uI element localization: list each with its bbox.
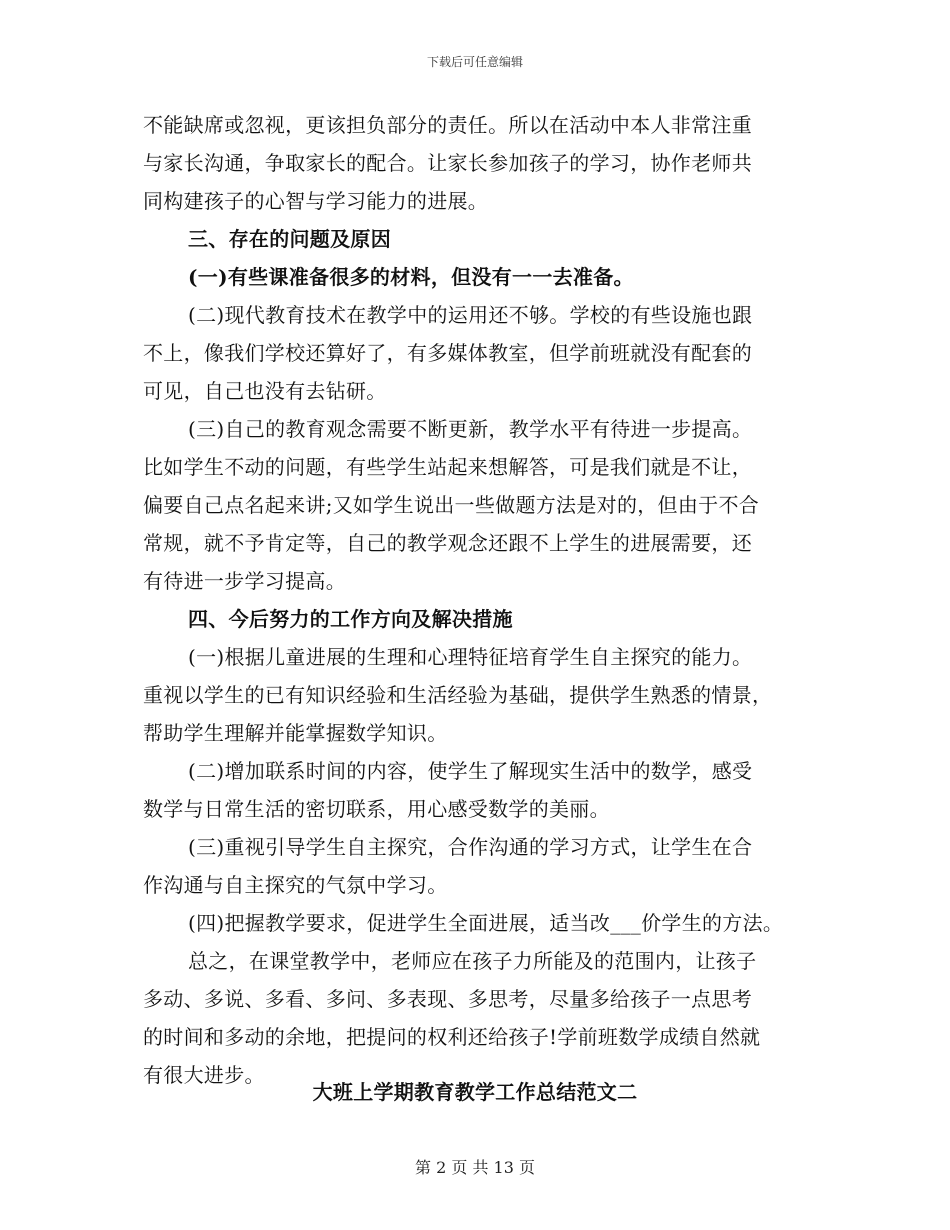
text-line: 总之，在课堂教学中，老师应在孩子力所能及的范围内，让孩子 [188, 949, 757, 973]
page-header-note: 下载后可任意编辑 [426, 55, 523, 69]
text-line: (二)现代教育技术在教学中的运用还不够。学校的有些设施也跟 [188, 303, 753, 327]
text-line: (三)自己的教育观念需要不断更新，教学水平有待进一步提高。 [188, 417, 753, 441]
text-line: 不能缺席或忽视，更该担负部分的责任。所以在活动中本人非常注重 [143, 113, 752, 137]
document-body [143, 106, 833, 1094]
text-line: 的时间和多动的余地，把提问的权利还给孩子!学前班数学成绩自然就 [143, 1025, 761, 1049]
text-line: 帮助学生理解并能掌握数学知识。 [143, 721, 448, 745]
text-line: (四)把握教学要求，促进学生全面进展，适当改___价学生的方法。 [188, 911, 784, 935]
text-line: 多动、多说、多看、多问、多表现、多思考，尽量多给孩子一点思考 [143, 987, 752, 1011]
text-line: 有很大进步。 [143, 1063, 265, 1087]
text-line: 常规，就不予肯定等，自己的教学观念还跟不上学生的进展需要，还 [143, 531, 752, 555]
text-line: 有待进一步学习提高。 [143, 569, 346, 593]
text-line: 偏要自己点名起来讲;又如学生说出一些做题方法是对的，但由于不合 [143, 493, 760, 517]
text-line: 同构建孩子的心智与学习能力的进展。 [143, 189, 489, 213]
section-heading: 四、今后努力的工作方向及解决措施 [188, 607, 513, 631]
text-line: 作沟通与自主探究的气氛中学习。 [143, 873, 448, 897]
document-title: 大班上学期教育教学工作总结范文二 [312, 1080, 638, 1104]
text-line: (三)重视引导学生自主探究，合作沟通的学习方式，让学生在合 [188, 835, 753, 859]
page-number: 第 2 页 共 13 页 [415, 1158, 535, 1177]
text-line: 可见，自己也没有去钻研。 [143, 379, 387, 403]
text-line: 不上，像我们学校还算好了，有多媒体教室，但学前班就没有配套的 [143, 341, 752, 365]
text-line: 与家长沟通，争取家长的配合。让家长参加孩子的学习，协作老师共 [143, 151, 752, 175]
bold-item: (一)有些课准备很多的材料，但没有一一去准备。 [188, 265, 634, 289]
text-line: 比如学生不动的问题，有些学生站起来想解答，可是我们就是不让， [143, 455, 752, 479]
text-line: (二)增加联系时间的内容，使学生了解现实生活中的数学，感受 [188, 759, 753, 783]
text-line: 数学与日常生活的密切联系，用心感受数学的美丽。 [143, 797, 610, 821]
text-line: 重视以学生的已有知识经验和生活经验为基础，提供学生熟悉的情景， [143, 683, 773, 707]
section-heading: 三、存在的问题及原因 [188, 227, 391, 251]
text-line: (一)根据儿童进展的生理和心理特征培育学生自主探究的能力。 [188, 645, 753, 669]
